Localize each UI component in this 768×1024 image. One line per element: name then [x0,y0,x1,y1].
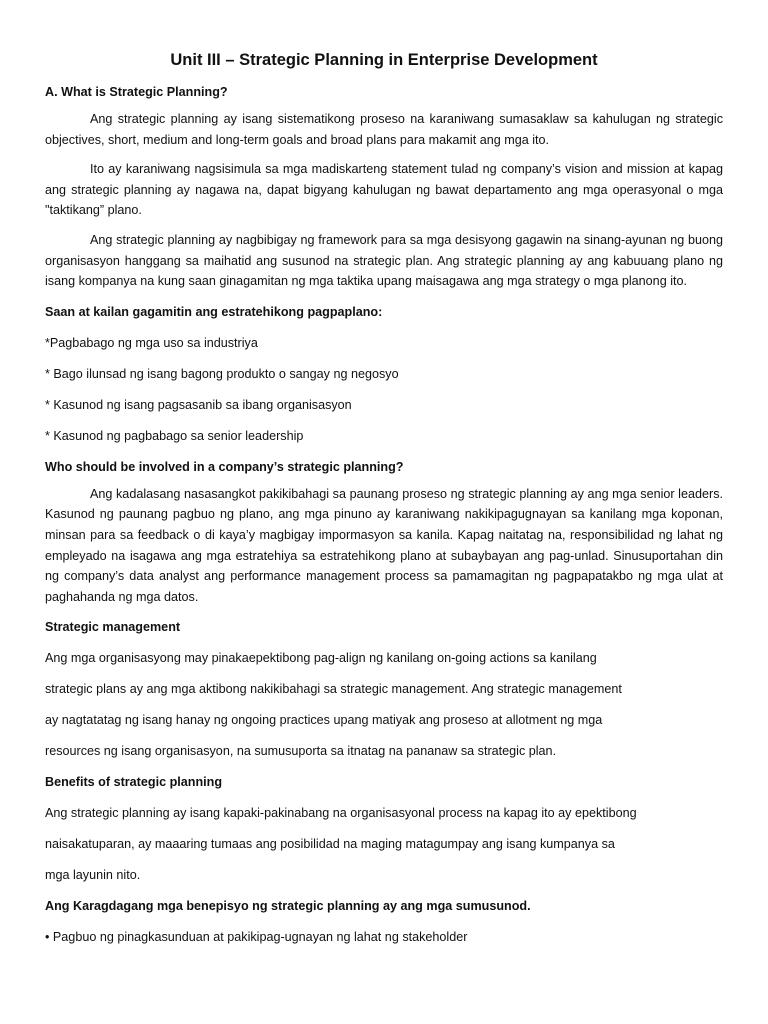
benefits-text [45,805,723,883]
paragraph-framework: Ang strategic planning ay nagbibigay ng framework para sa mga desisyong gagawin na sinang-ayunan ng buong organisasyon hanggang sa maihatid ang susunod na strategic plan. Ang strategic planning ay ang kabuuang plano ng isang kompanya na kung saan ginagamitan ng mga taktika upang maisagawa ang mga strategy o mga planong ito. [45,232,723,289]
when-list [45,335,723,444]
paragraph-definition: Ang strategic planning ay isang sistematikong proseso na karaniwang sumasaklaw sa kahulugan ng strategic objectives, short, medium and long-term goals and broad plans para makamit ang mga ito. [45,112,723,147]
list-item: • Pagbuo ng pinagkasunduan at pakikipag-ugnayan ng lahat ng stakeholder [45,930,468,945]
additional-benefits-list [45,929,723,945]
section-heading-what-is: A. What is Strategic Planning? [45,85,228,99]
text-line: naisakatuparan, ay maaaring tumaas ang posibilidad na maging matagumpay ang isang kumpanya sa [45,837,615,852]
text-line: Ang strategic planning ay isang kapaki-pakinabang na organisasyonal process na kapag ito ay epektibong [45,806,637,821]
strategic-management-text [45,650,723,759]
text-line: strategic plans ay ang mga aktibong nakikibahagi sa strategic management. Ang strategic management [45,682,622,697]
section-heading-benefits: Benefits of strategic planning [45,775,223,790]
text-line: mga layunin nito. [45,868,141,883]
text-line: ay nagtatatag ng isang hanay ng ongoing practices upang matiyak ang proseso at allotment ng mga [45,713,603,728]
list-item: *Pagbabago ng mga uso sa industriya [45,335,258,350]
list-item: * Kasunod ng pagbabago sa senior leadership [45,428,304,443]
section-heading-who: Who should be involved in a company’s strategic planning? [45,459,404,474]
section-heading-additional-benefits: Ang Karagdagang mga benepisyo ng strategic planning ay ang mga sumusunod. [45,899,531,914]
section-heading-when: Saan at kailan gagamitin ang estratehikong pagpaplano: [45,304,383,319]
paragraph-who-involved: Ang kadalasang nasasangkot pakikibahagi sa paunang proseso ng strategic planning ay ang mga senior leaders. Kasunod ng paunang pagbuo ng plano, ang mga pinuno ay karaniwang nakikipagugnayan sa kanilang mga koponan, minsan para sa feedback o di kaya’y magbigay impormasyon sa kanila. Kapag naitatag na, responsibilidad ng lahat ng empleyado na isagawa ang mga estratehiya sa estratehikong plano at subaybayan ang pag-unlad. Sinusuportahan din ng company’s data analyst ang performance management process sa pamamagitan ng pagpapatakbo ng mga ulat at paghahanda ng mga datos. [45,486,723,604]
document-title: Unit III – Strategic Planning in Enterprise Development [170,51,598,69]
list-item: * Bago ilunsad ng isang bagong produkto o sangay ng negosyo [45,366,399,381]
section-heading-strategic-management: Strategic management [45,620,181,635]
text-line: resources ng isang organisasyon, na sumusuporta sa itnatag na pananaw sa strategic plan. [45,744,557,759]
text-line: Ang mga organisasyong may pinakaepektibong pag-align ng kanilang on-going actions sa kanilang [45,651,597,666]
list-item: * Kasunod ng isang pagsasanib sa ibang organisasyon [45,397,352,412]
paragraph-vision-mission: Ito ay karaniwang nagsisimula sa mga madiskarteng statement tulad ng company’s vision and mission at kapag ang strategic planning ay nagawa na, dapat bigyang kahulugan ng bawat departamento ang mga operasyonal o mga "taktikang” plano. [45,162,723,218]
